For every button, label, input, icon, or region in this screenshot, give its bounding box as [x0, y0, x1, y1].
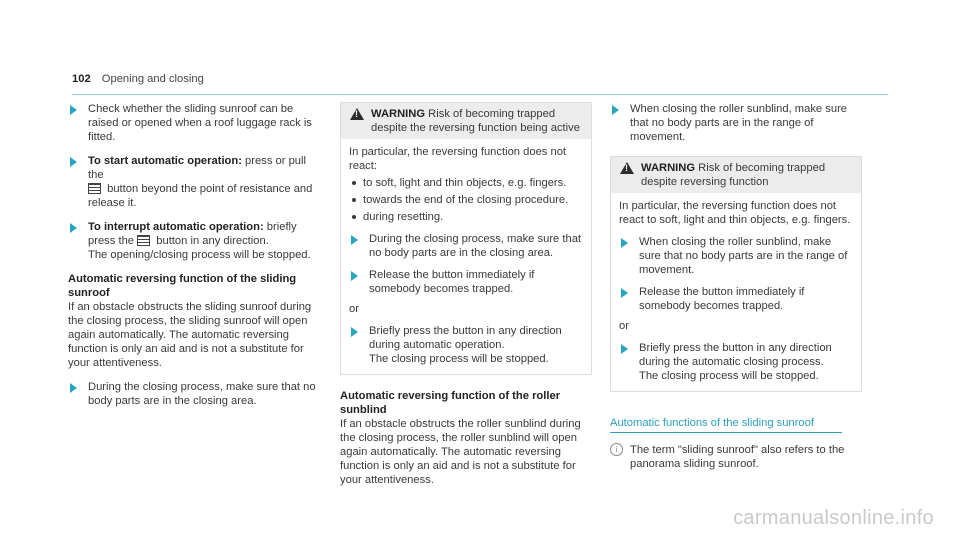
- page-number: 102: [72, 73, 91, 85]
- arrow-icon: [70, 383, 77, 393]
- warning-body: [611, 193, 861, 391]
- arrow-icon: [612, 105, 619, 115]
- instruction-step: [68, 380, 320, 408]
- step-text: During the closing process, make sure that no body parts are in the closing area.: [88, 381, 316, 407]
- warning-title: Risk of becoming trapped despite the reversing function being active: [371, 108, 580, 134]
- bullet-item: during resetting.: [349, 210, 583, 224]
- step-text-part: The closing process will be stopped.: [369, 353, 549, 365]
- arrow-icon: [621, 344, 628, 354]
- step-bold-label: To start automatic operation:: [88, 155, 242, 167]
- warning-title: Risk of becoming trapped despite reversing function: [641, 162, 826, 188]
- bullet-item: towards the end of the closing procedure.: [349, 193, 583, 207]
- arrow-icon: [351, 235, 358, 245]
- warning-bullets: [349, 176, 583, 224]
- step-text: When closing the roller sunblind, make sure that no body parts are in the range of movement.: [630, 103, 848, 143]
- arrow-icon: [351, 327, 358, 337]
- instruction-step: [619, 235, 853, 277]
- or-label: or: [349, 303, 359, 315]
- warning-header: [341, 103, 591, 139]
- step-text: During the closing process, make sure that no body parts are in the closing area.: [369, 233, 582, 259]
- warning-triangle-icon: [350, 108, 364, 120]
- instruction-step: [619, 341, 853, 383]
- arrow-icon: [70, 105, 77, 115]
- page-header: [72, 72, 888, 95]
- warning-box: [610, 156, 862, 392]
- step-text-part: The closing process will be stopped.: [639, 370, 819, 382]
- instruction-step: [619, 285, 853, 313]
- step-text-part: button in any direction.: [153, 235, 269, 247]
- step-text: [88, 220, 320, 262]
- page-title: Opening and closing: [101, 73, 204, 85]
- warning-body: [341, 139, 591, 374]
- step-text-part: The opening/closing process will be stopped.: [88, 249, 311, 261]
- or-label: or: [619, 320, 629, 332]
- step-text: [369, 324, 583, 366]
- note: [610, 443, 862, 471]
- step-text-part: Briefly press the button in any direction during the automatic closing process.: [639, 342, 832, 368]
- warning-intro: In particular, the reversing function does not react:: [349, 146, 567, 172]
- sunroof-button-icon: [137, 235, 150, 246]
- watermark: carmanualsonline.info: [733, 507, 934, 529]
- instruction-step: [68, 220, 320, 262]
- warning-box: [340, 102, 592, 375]
- section-body: If an obstacle obstructs the roller sunblind during the closing process, the roller sunblind will open again automatically. The automatic reversing function is only an aid and is not a substitute for your attentiveness.: [340, 418, 581, 486]
- warning-triangle-icon: [620, 162, 634, 174]
- step-text: [639, 341, 853, 383]
- step-text: When closing the roller sunblind, make sure that no body parts are in the range of movement.: [639, 236, 848, 276]
- step-text: Check whether the sliding sunroof can be raised or opened when a roof luggage rack is fitted.: [88, 103, 312, 143]
- column-2: [340, 102, 592, 487]
- step-text-part: briefly press the: [88, 221, 297, 247]
- section-body: If an obstacle obstructs the sliding sunroof during the closing process, the sliding sunroof will open again automatically. The automatic reversing function is only an aid and is not a substitute for your attentiveness.: [68, 301, 312, 369]
- section-title: Automatic reversing function of the roller sunblind: [340, 390, 561, 416]
- arrow-icon: [621, 238, 628, 248]
- step-text: [88, 154, 320, 210]
- instruction-step: [349, 268, 583, 296]
- step-text-part: button beyond the point of resistance and release it.: [88, 183, 313, 209]
- arrow-icon: [70, 223, 77, 233]
- instruction-step: [610, 102, 862, 144]
- warning-header: [611, 157, 861, 193]
- step-text: Release the button immediately if somebody becomes trapped.: [369, 269, 535, 295]
- instruction-step: [68, 154, 320, 210]
- bullet-item: to soft, light and thin objects, e.g. fingers.: [349, 176, 583, 190]
- step-text-part: Briefly press the button in any direction during automatic operation.: [369, 325, 562, 351]
- warning-label: WARNING: [371, 108, 426, 120]
- instruction-step: [349, 324, 583, 366]
- section-link[interactable]: Automatic functions of the sliding sunroof: [610, 416, 842, 433]
- step-bold-label: To interrupt automatic operation:: [88, 221, 264, 233]
- warning-label: WARNING: [641, 162, 696, 174]
- instruction-step: [68, 102, 320, 144]
- arrow-icon: [351, 271, 358, 281]
- section-title: Automatic reversing function of the sliding sunroof: [68, 273, 297, 299]
- step-text-part: press or pull the: [88, 155, 306, 181]
- arrow-icon: [70, 157, 77, 167]
- arrow-icon: [621, 288, 628, 298]
- step-text: Release the button immediately if somebody becomes trapped.: [639, 286, 805, 312]
- column-1: [68, 102, 320, 418]
- instruction-step: [349, 232, 583, 260]
- column-3: [610, 102, 862, 471]
- sunroof-button-icon: [88, 183, 101, 194]
- note-text: The term "sliding sunroof" also refers to the panorama sliding sunroof.: [630, 444, 845, 470]
- warning-intro: In particular, the reversing function does not react to soft, light and thin objects, e.g. fingers.: [619, 200, 851, 226]
- info-icon: i: [610, 443, 623, 456]
